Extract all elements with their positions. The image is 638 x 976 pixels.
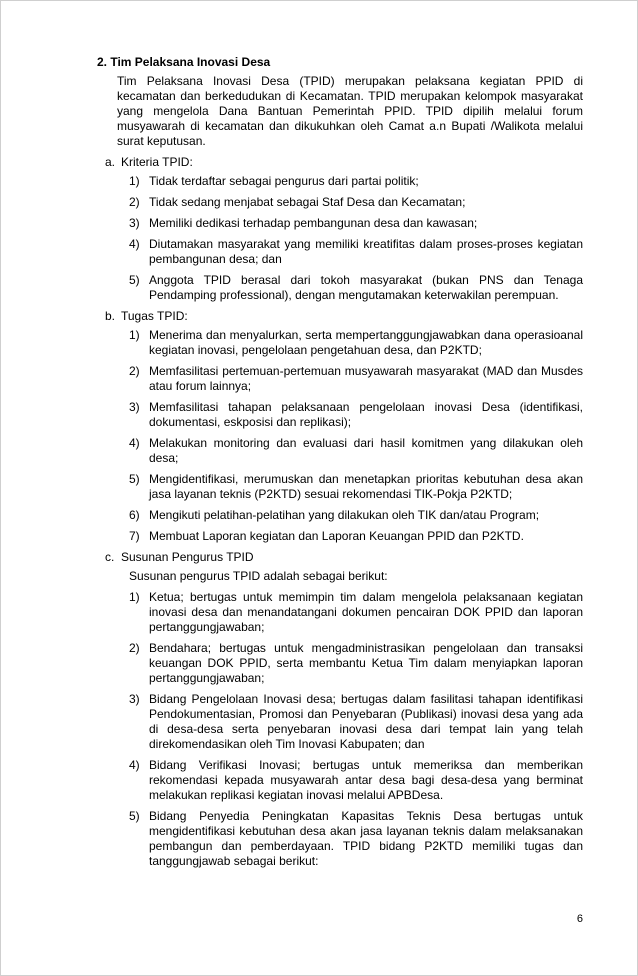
list-item-number: 7) — [129, 529, 140, 543]
subsection-title: Tugas TPID: — [121, 309, 188, 323]
list-item — [129, 590, 583, 635]
list-item-text: Bidang Verifikasi Inovasi; bertugas untuk memeriksa dan memberikan rekomendasi kepada musyawarah antar desa bagi desa-desa yang berminat melakukan replikasi kegiatan inovasi melalui APBDesa. — [149, 758, 583, 802]
subsection-title: Kriteria TPID: — [121, 155, 193, 169]
list-item-number: 3) — [129, 216, 140, 230]
susunan-lead: Susunan pengurus TPID adalah sebagai berikut: — [129, 569, 388, 583]
list-item-text: Diutamakan masyarakat yang memiliki kreatifitas dalam proses-proses kegiatan pembangunan desa; dan — [149, 237, 583, 266]
list-item-number: 3) — [129, 400, 140, 414]
subsection-label: a. — [105, 155, 116, 169]
list-item — [129, 273, 583, 303]
list-item — [129, 195, 583, 210]
list-item-text: Tidak terdaftar sebagai pengurus dari partai politik; — [149, 174, 419, 188]
list-item — [129, 174, 583, 189]
list-item — [129, 809, 583, 869]
list-item-number: 2) — [129, 364, 140, 378]
kriteria-list — [97, 174, 583, 303]
list-item — [129, 508, 583, 523]
list-item-number: 1) — [129, 328, 140, 342]
list-item-number: 4) — [129, 758, 140, 772]
subsection-label: b. — [105, 309, 116, 323]
susunan-list — [97, 590, 583, 869]
list-item-text: Bidang Penyedia Peningkatan Kapasitas Teknis Desa bertugas untuk mengidentifikasi kebutuhan desa akan jasa layanan teknis dalam melaksanakan pembangun dan pemberdayaan. TPID bidang P2KTD memiliki tugas dan tanggungjawab sebagai berikut: — [149, 809, 583, 868]
list-item-number: 1) — [129, 174, 140, 188]
list-item-number: 4) — [129, 436, 140, 450]
list-item-number: 1) — [129, 590, 140, 604]
list-item-text: Ketua; bertugas untuk memimpin tim dalam mengelola pelaksanaan kegiatan inovasi desa dan menandatangani dokumen pencairan DOK PPID dan laporan pertanggungjawaban; — [149, 590, 583, 634]
list-item — [129, 364, 583, 394]
list-item-number: 5) — [129, 273, 140, 287]
subsection-kriteria — [105, 155, 583, 170]
section-heading: 2. Tim Pelaksana Inovasi Desa — [97, 55, 271, 69]
list-item — [129, 328, 583, 358]
list-item — [129, 237, 583, 267]
section-intro: Tim Pelaksana Inovasi Desa (TPID) merupakan pelaksana kegiatan PPID di kecamatan dan berkedudukan di Kecamatan. TPID merupakan kelompok masyarakat yang mengelola Dana Bantuan Pemerintah PPID. TPID dipilih melalui forum musyawarah di kecamatan dan dikukuhkan oleh Camat a.n Bupati /Walikota melalui surat keputusan. — [117, 74, 583, 148]
list-item — [129, 529, 583, 544]
list-item — [129, 641, 583, 686]
list-item-number: 4) — [129, 237, 140, 251]
subsection-title: Susunan Pengurus TPID — [121, 550, 254, 564]
list-item-text: Mengikuti pelatihan-pelatihan yang dilakukan oleh TIK dan/atau Program; — [149, 508, 540, 522]
list-item-text: Bidang Pengelolaan Inovasi desa; bertugas dalam fasilitasi tahapan identifikasi Pendokumentasian, Promosi dan Penyebaran (Publikasi) inovasi desa yang ada di desa-desa serta penyebaran inovasi desa dari tempat lain yang telah direkomendasikan oleh Tim Inovasi Kabupaten; dan — [149, 692, 583, 751]
list-item — [129, 758, 583, 803]
list-item — [129, 472, 583, 502]
list-item-text: Mengidentifikasi, merumuskan dan menetapkan prioritas kebutuhan desa akan jasa layanan teknis (P2KTD) sesuai rekomendasi TIK-Pokja P2KTD; — [149, 472, 583, 501]
list-item — [129, 216, 583, 231]
list-item-text: Melakukan monitoring dan evaluasi dari hasil komitmen yang dilakukan oleh desa; — [149, 436, 583, 465]
list-item-number: 6) — [129, 508, 140, 522]
list-item-number: 5) — [129, 809, 140, 823]
subsection-label: c. — [105, 550, 115, 564]
page-content — [97, 55, 583, 875]
list-item — [129, 400, 583, 430]
subsection-susunan — [105, 550, 583, 565]
list-item-text: Memfasilitasi pertemuan-pertemuan musyawarah masyarakat (MAD dan Musdes atau forum lainnya; — [149, 364, 583, 393]
list-item-text: Anggota TPID berasal dari tokoh masyarakat (bukan PNS dan Tenaga Pendamping professional), dengan mengutamakan keterwakilan perempuan. — [149, 273, 583, 302]
list-item — [129, 692, 583, 752]
list-item-text: Memfasilitasi tahapan pelaksanaan pengelolaan inovasi Desa (identifikasi, dokumentasi, eskposisi dan replikasi); — [149, 400, 583, 429]
subsection-tugas — [105, 309, 583, 324]
list-item-number: 2) — [129, 195, 140, 209]
page-number: 6 — [576, 913, 583, 925]
list-item-text: Tidak sedang menjabat sebagai Staf Desa dan Kecamatan; — [149, 195, 466, 209]
list-item — [129, 436, 583, 466]
list-item-number: 3) — [129, 692, 140, 706]
tugas-list — [97, 328, 583, 544]
list-item-text: Menerima dan menyalurkan, serta mempertanggungjawabkan dana operasioanal kegiatan inovasi, pengelolaan pengetahuan desa, dan P2KTD; — [149, 328, 583, 357]
list-item-number: 2) — [129, 641, 140, 655]
list-item-text: Memiliki dedikasi terhadap pembangunan desa dan kawasan; — [149, 216, 478, 230]
list-item-text: Bendahara; bertugas untuk mengadministrasikan pengelolaan dan transaksi keuangan DOK PPID, serta membantu Ketua Tim dalam menyiapkan laporan pertanggungjawaban; — [149, 641, 583, 685]
list-item-number: 5) — [129, 472, 140, 486]
list-item-text: Membuat Laporan kegiatan dan Laporan Keuangan PPID dan P2KTD. — [149, 529, 524, 543]
